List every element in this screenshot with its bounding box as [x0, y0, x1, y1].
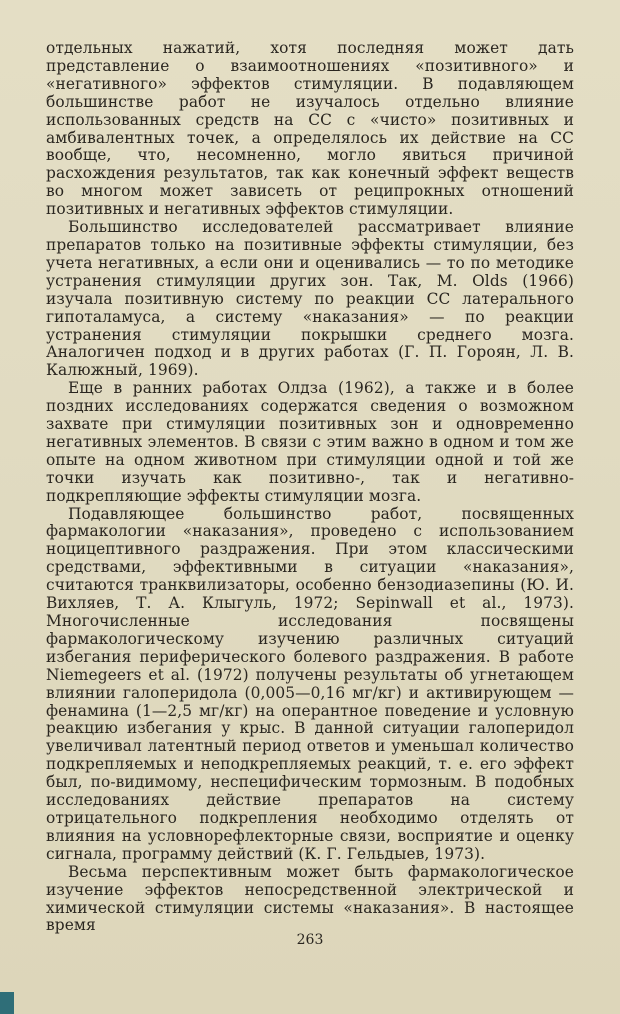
- paragraph-1: отдельных нажатий, хотя последняя может дать представление о взаимоотношениях «позитивного» и «негативного» эффектов стимуляции. В подавляющем большинстве работ не изучалось отдельно влияние использованных средств на СС с «чисто» позитивных и амбивалентных точек, а определялось их действие на СС вообще, что, несомненно, могло явиться причиной расхождения результатов, так как конечный эффект веществ во многом может зависеть от реципрокных отношений позитивных и негативных эффектов стимуляции.: [46, 39, 574, 219]
- page-number: 263: [296, 932, 324, 948]
- corner-tab: [0, 992, 14, 1014]
- body-text: [46, 40, 574, 935]
- paragraph-5: Весьма перспективным может быть фармакологическое изучение эффектов непосредственной электрической и химической стимуляции системы «наказания». В настоящее время: [46, 862, 574, 935]
- paragraph-4: Подавляющее большинство работ, посвященных фармакологии «наказания», проведено с использованием ноцицептивного раздражения. При этом классическими средствами, эффективными в ситуации «наказания», считаются транквилизаторы, особенно бензодиазепины (Ю. И. Вихляев, Т. А. Клыгуль, 1972; Sepinwall et al., 1973). Многочисленные исследования посвящены фармакологическому изучению различных ситуаций избегания периферического болевого раздражения. В работе Niemegeers et al. (1972) получены результаты об угнетающем влиянии галоперидола (0,005—0,16 мг/кг) и активирующем — фенамина (1—2,5 мг/кг) на оперантное поведение и условную реакцию избегания у крыс. В данной ситуации галоперидол увеличивал латентный период ответов и уменьшал количество подкрепляемых и неподкрепляемых реакций, т. е. его эффект был, по-видимому, неспецифическим тормозным. В подобных исследованиях действие препаратов на систему отрицательного подкрепления необходимо отделять от влияния на условнорефлекторные связи, восприятие и оценку сигнала, программу действий (К. Г. Гельдыев, 1973).: [46, 504, 574, 863]
- paragraph-3: Еще в ранних работах Олдза (1962), а также и в более поздних исследованиях содержатся сведения о возможном захвате при стимуляции позитивных зон и одновременно негативных элементов. В связи с этим важно в одном и том же опыте на одном животном при стимуляции одной и той же точки изучать как позитивно-, так и негативно-подкрепляющие эффекты стимуляции мозга.: [46, 379, 574, 505]
- paragraph-2: Большинство исследователей рассматривает влияние препаратов только на позитивные эффекты стимуляции, без учета негативных, а если они и оценивались — то по методике устранения стимуляции других зон. Так, M. Olds (1966) изучала позитивную систему по реакции СС латерального гипоталамуса, а систему «наказания» — по реакции устранения стимуляции покрышки среднего мозга. Аналогичен подход и в других работах (Г. П. Гороян, Л. В. Калюжный, 1969).: [46, 218, 574, 380]
